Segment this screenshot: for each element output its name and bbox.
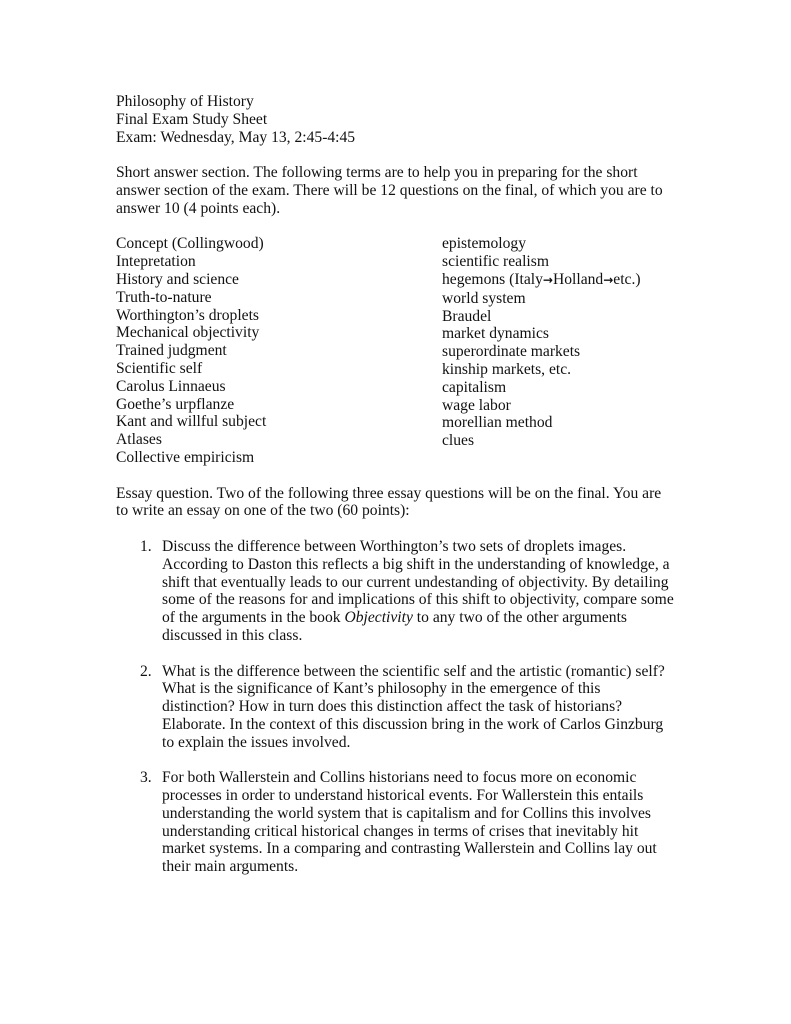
spacer [116,520,676,538]
hegemons-start: hegemons (Italy [442,270,543,288]
hegemons-end: etc.) [613,270,641,288]
term-item-hegemons [442,271,676,290]
term-item: Collective empiricism [116,448,255,466]
term-item: Intepretation [116,253,196,271]
term-item: Worthington’s droplets [116,306,259,324]
term-item: scientific realism [442,253,549,271]
essay-questions-list [116,538,676,876]
terms-list [116,235,676,466]
term-item: History and science [116,270,239,288]
essay-question-1 [116,538,676,645]
term-item: capitalism [442,378,507,396]
document-page [116,93,676,876]
spacer [116,645,676,663]
essay-intro: Essay question. Two of the following three essay questions will be on the final. You are to write an essay on one of the two (60 points): [116,484,662,520]
question-text-part: to any two of the other arguments discussed in this class. [162,609,627,644]
question-number: 2. [140,662,152,680]
exam-date: Exam: Wednesday, May 13, 2:45-4:45 [116,128,356,146]
spacer [116,467,676,485]
term-item: wage labor [442,396,511,414]
term-item: Braudel [442,307,492,325]
short-answer-intro: Short answer section. The following terms are to help you in preparing for the short answer section of the exam. There will be 12 questions on the final, of which you are to answer 10 (4 points each). [116,164,663,217]
question-text-part: Discuss the difference between Worthington’s two sets of droplets images. According to Daston this reflects a big shift in the understanding of knowledge, a shift that eventually leads to our current undestanding of objectivity. By detailing some of the reasons for and implications of this shift to objectivity, compare some of the arguments in the book [162,537,674,627]
term-item: Trained judgment [116,342,227,360]
terms-column-left [116,235,442,466]
question-number: 3. [140,769,152,787]
spacer [116,751,676,769]
book-title: Objectivity [344,609,413,627]
sheet-title: Final Exam Study Sheet [116,110,268,128]
right-arrow-icon: → [542,272,553,287]
term-item: superordinate markets [442,343,581,361]
term-item: epistemology [442,235,527,253]
term-item: world system [442,289,526,307]
term-item: Goethe’s urpflanze [116,395,235,413]
terms-column-right [442,235,676,466]
term-item: kinship markets, etc. [442,360,572,378]
term-item: morellian method [442,414,553,432]
question-number: 1. [140,537,152,555]
term-item: Concept (Collingwood) [116,235,264,253]
essay-question-2 [116,663,676,752]
term-item: Truth-to-nature [116,288,212,306]
spacer [116,218,676,236]
spacer [116,146,676,164]
course-title: Philosophy of History [116,93,254,110]
hegemons-middle: Holland [552,270,604,288]
right-arrow-icon: → [603,272,614,287]
term-item: Mechanical objectivity [116,324,260,342]
term-item: market dynamics [442,325,549,343]
question-text: For both Wallerstein and Collins historians need to focus more on economic processes in order to understand historical events. For Wallerstein this entails understanding the world system that is capitalism and for Collins this involves understanding critical historical changes in terms of crises that inevitably hit market systems. In a comparing and contrasting Wallerstein and Collins lay out their main arguments. [162,769,657,876]
essay-question-3 [116,769,676,876]
question-text: What is the difference between the scientific self and the artistic (romantic) self? What is the significance of Kant’s philosophy in the emergence of this distinction? How in turn does this distinction affect the task of historians? Elaborate. In the context of this discussion bring in the work of Carlos Ginzburg to explain the issues involved. [162,662,665,751]
term-item: Carolus Linnaeus [116,377,226,395]
term-item: clues [442,432,475,450]
term-item: Atlases [116,431,162,449]
term-item: Scientific self [116,359,203,377]
term-item: Kant and willful subject [116,413,267,431]
